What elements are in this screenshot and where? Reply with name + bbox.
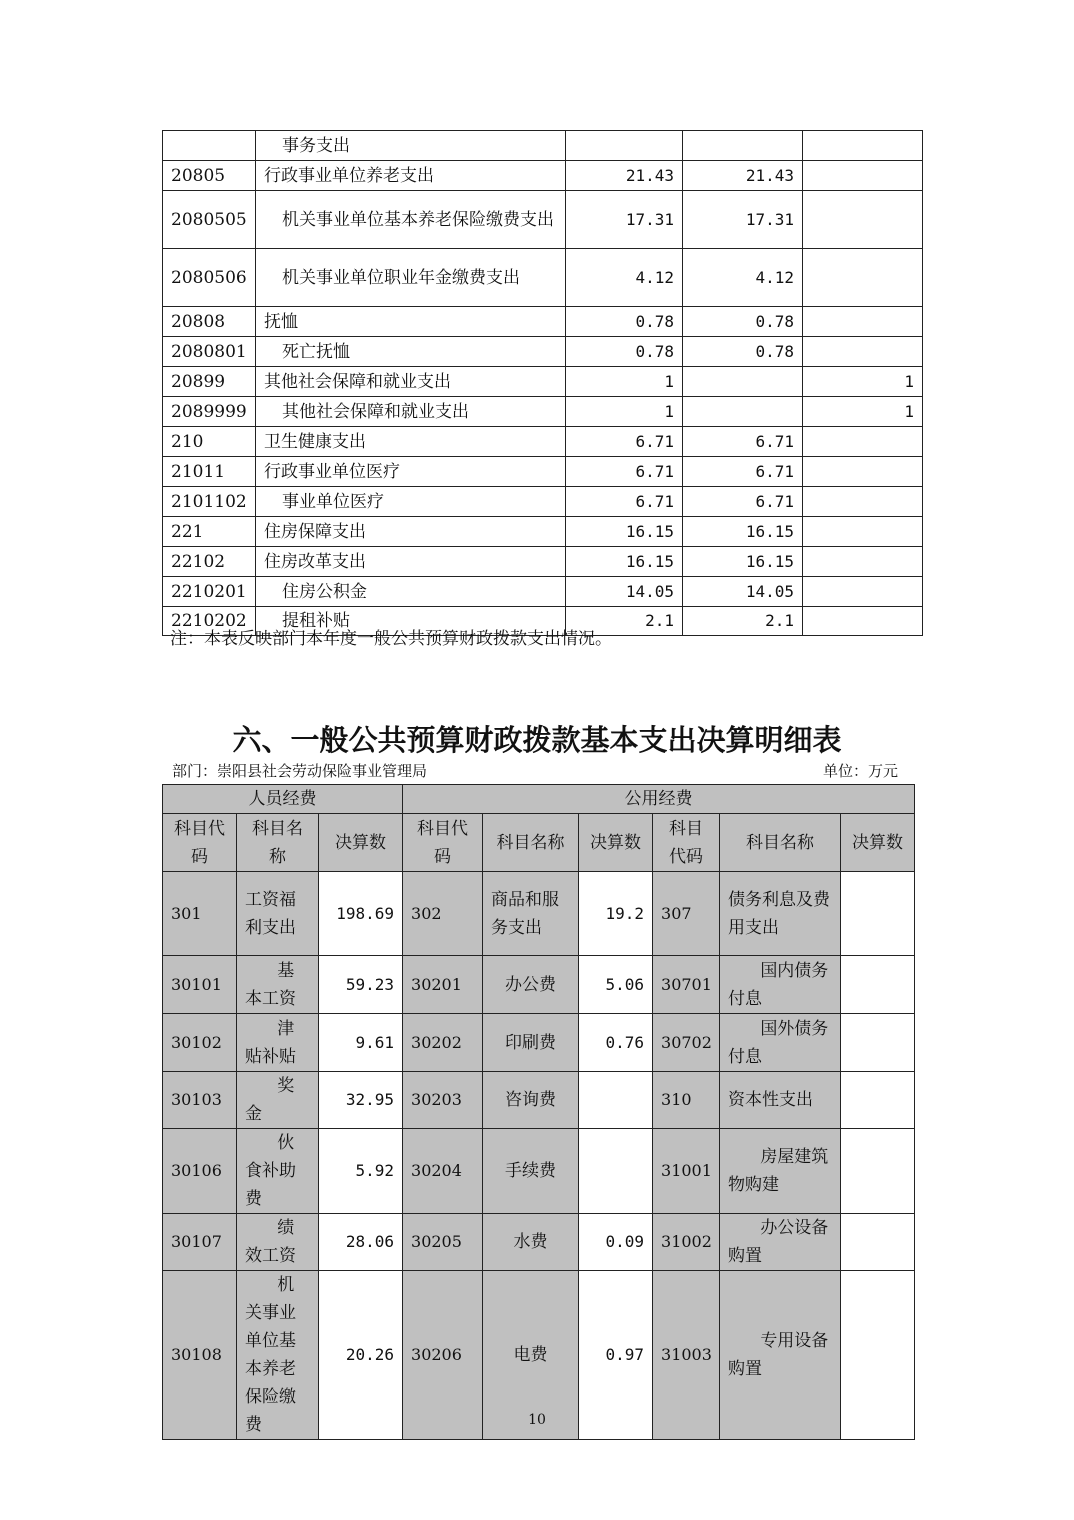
personnel-amount: 32.95 bbox=[319, 1072, 403, 1129]
row-code: 2080801 bbox=[163, 337, 256, 367]
public-code-2: 30702 bbox=[653, 1014, 720, 1072]
table-row bbox=[163, 1014, 915, 1072]
row-basic: 17.31 bbox=[683, 191, 803, 249]
row-total: 1 bbox=[566, 367, 683, 397]
row-project bbox=[803, 131, 923, 161]
personnel-name: 津贴补贴 bbox=[237, 1014, 319, 1072]
personnel-name: 奖金 bbox=[237, 1072, 319, 1129]
row-project bbox=[803, 307, 923, 337]
row-basic: 0.78 bbox=[683, 307, 803, 337]
column-header: 科目代码 bbox=[163, 814, 237, 872]
column-header: 科目名称 bbox=[483, 814, 579, 872]
personnel-amount: 5.92 bbox=[319, 1129, 403, 1214]
personnel-code: 30108 bbox=[163, 1271, 237, 1440]
row-project: 1 bbox=[803, 367, 923, 397]
personnel-name: 伙食补助费 bbox=[237, 1129, 319, 1214]
public-code-2: 31002 bbox=[653, 1214, 720, 1271]
row-name bbox=[256, 577, 566, 607]
public-amount-2 bbox=[841, 1014, 915, 1072]
public-amount: 0.97 bbox=[579, 1271, 653, 1440]
row-project bbox=[803, 191, 923, 249]
public-name: 咨询费 bbox=[483, 1072, 579, 1129]
row-name bbox=[256, 487, 566, 517]
row-code: 2089999 bbox=[163, 397, 256, 427]
row-code: 2080505 bbox=[163, 191, 256, 249]
row-project bbox=[803, 427, 923, 457]
table-row bbox=[163, 457, 923, 487]
table-row bbox=[163, 397, 923, 427]
column-header: 科目名称 bbox=[237, 814, 319, 872]
table-row bbox=[163, 1072, 915, 1129]
table-note: 注：本表反映部门本年度一般公共预算财政拨款支出情况。 bbox=[170, 629, 612, 649]
row-project bbox=[803, 249, 923, 307]
unit-label: 单位：万元 bbox=[823, 762, 899, 780]
public-amount-2 bbox=[841, 1129, 915, 1214]
row-project bbox=[803, 547, 923, 577]
column-header: 决算数 bbox=[579, 814, 653, 872]
row-name bbox=[256, 191, 566, 249]
public-code-2: 31003 bbox=[653, 1271, 720, 1440]
row-name-text: 死亡抚恤 bbox=[282, 341, 350, 362]
row-total: 6.71 bbox=[566, 487, 683, 517]
row-name bbox=[256, 397, 566, 427]
personnel-code: 30106 bbox=[163, 1129, 237, 1214]
public-name-2: 债务利息及费用支出 bbox=[720, 872, 841, 956]
row-project bbox=[803, 457, 923, 487]
row-code: 221 bbox=[163, 517, 256, 547]
public-name-2: 房屋建筑物购建 bbox=[720, 1129, 841, 1214]
public-amount-2 bbox=[841, 956, 915, 1014]
personnel-code: 30103 bbox=[163, 1072, 237, 1129]
table-row bbox=[163, 956, 915, 1014]
public-name: 电费 bbox=[483, 1271, 579, 1440]
public-name: 办公费 bbox=[483, 956, 579, 1014]
row-total: 16.15 bbox=[566, 517, 683, 547]
row-name: 卫生健康支出 bbox=[256, 427, 566, 457]
public-amount: 0.09 bbox=[579, 1214, 653, 1271]
public-name: 印刷费 bbox=[483, 1014, 579, 1072]
column-header: 科目名称 bbox=[720, 814, 841, 872]
row-name: 行政事业单位养老支出 bbox=[256, 161, 566, 191]
public-code-2: 30701 bbox=[653, 956, 720, 1014]
personnel-amount: 9.61 bbox=[319, 1014, 403, 1072]
row-basic: 16.15 bbox=[683, 547, 803, 577]
personnel-name: 绩效工资 bbox=[237, 1214, 319, 1271]
table-row bbox=[163, 249, 923, 307]
column-header: 决算数 bbox=[319, 814, 403, 872]
personnel-name: 基本工资 bbox=[237, 956, 319, 1014]
row-basic bbox=[683, 131, 803, 161]
column-header: 科目代码 bbox=[403, 814, 483, 872]
public-name-2: 专用设备购置 bbox=[720, 1271, 841, 1440]
row-basic: 21.43 bbox=[683, 161, 803, 191]
personnel-name: 工资福利支出 bbox=[237, 872, 319, 956]
row-basic: 6.71 bbox=[683, 427, 803, 457]
row-project bbox=[803, 517, 923, 547]
row-basic: 2.1 bbox=[683, 607, 803, 636]
row-code: 22102 bbox=[163, 547, 256, 577]
table-row bbox=[163, 337, 923, 367]
row-total: 6.71 bbox=[566, 457, 683, 487]
row-project bbox=[803, 337, 923, 367]
personnel-amount: 59.23 bbox=[319, 956, 403, 1014]
public-name-2: 国内债务付息 bbox=[720, 956, 841, 1014]
row-basic: 14.05 bbox=[683, 577, 803, 607]
row-project bbox=[803, 607, 923, 636]
row-basic bbox=[683, 397, 803, 427]
row-name: 行政事业单位医疗 bbox=[256, 457, 566, 487]
basic-expenditure-detail-table bbox=[162, 784, 915, 1440]
row-total: 0.78 bbox=[566, 337, 683, 367]
row-total: 0.78 bbox=[566, 307, 683, 337]
row-basic bbox=[683, 367, 803, 397]
row-name bbox=[256, 337, 566, 367]
public-amount: 0.76 bbox=[579, 1014, 653, 1072]
row-name bbox=[256, 131, 566, 161]
public-code: 30206 bbox=[403, 1271, 483, 1440]
public-code: 30203 bbox=[403, 1072, 483, 1129]
row-total: 6.71 bbox=[566, 427, 683, 457]
personnel-name: 机关事业单位基本养老保险缴费 bbox=[237, 1271, 319, 1440]
public-name-2: 资本性支出 bbox=[720, 1072, 841, 1129]
personnel-amount: 28.06 bbox=[319, 1214, 403, 1271]
row-total: 4.12 bbox=[566, 249, 683, 307]
personnel-code: 30102 bbox=[163, 1014, 237, 1072]
row-project bbox=[803, 487, 923, 517]
public-code-2: 310 bbox=[653, 1072, 720, 1129]
expenditure-table bbox=[162, 130, 923, 636]
row-name: 抚恤 bbox=[256, 307, 566, 337]
row-code: 210 bbox=[163, 427, 256, 457]
section-title: 六、一般公共预算财政拨款基本支出决算明细表 bbox=[232, 723, 842, 757]
row-basic: 6.71 bbox=[683, 487, 803, 517]
row-name-text: 其他社会保障和就业支出 bbox=[282, 401, 469, 422]
table-row bbox=[163, 427, 923, 457]
personnel-code: 30107 bbox=[163, 1214, 237, 1271]
row-name: 其他社会保障和就业支出 bbox=[256, 367, 566, 397]
table-row bbox=[163, 131, 923, 161]
row-name-text: 住房公积金 bbox=[282, 581, 367, 602]
row-project: 1 bbox=[803, 397, 923, 427]
row-code: 2080506 bbox=[163, 249, 256, 307]
row-basic: 16.15 bbox=[683, 517, 803, 547]
public-name-2: 办公设备购置 bbox=[720, 1214, 841, 1271]
personnel-code: 301 bbox=[163, 872, 237, 956]
row-code: 2101102 bbox=[163, 487, 256, 517]
table-row bbox=[163, 547, 923, 577]
personnel-code: 30101 bbox=[163, 956, 237, 1014]
row-name-text: 事务支出 bbox=[282, 135, 350, 156]
public-amount: 19.2 bbox=[579, 872, 653, 956]
group-header-public: 公用经费 bbox=[403, 785, 915, 814]
row-total: 16.15 bbox=[566, 547, 683, 577]
public-amount-2 bbox=[841, 872, 915, 956]
table-row bbox=[163, 517, 923, 547]
column-header: 决算数 bbox=[841, 814, 915, 872]
public-amount-2 bbox=[841, 1214, 915, 1271]
table-row bbox=[163, 191, 923, 249]
public-code-2: 31001 bbox=[653, 1129, 720, 1214]
table-row bbox=[163, 1214, 915, 1271]
table-row bbox=[163, 872, 915, 956]
row-name-text: 提租补贴 bbox=[282, 611, 350, 631]
row-code: 20899 bbox=[163, 367, 256, 397]
row-code: 20808 bbox=[163, 307, 256, 337]
public-name: 手续费 bbox=[483, 1129, 579, 1214]
public-code: 30201 bbox=[403, 956, 483, 1014]
row-name: 住房保障支出 bbox=[256, 517, 566, 547]
column-header: 科目代码 bbox=[653, 814, 720, 872]
page-number: 10 bbox=[528, 1412, 546, 1428]
public-name: 商品和服务支出 bbox=[483, 872, 579, 956]
public-amount bbox=[579, 1072, 653, 1129]
public-name-2: 国外债务付息 bbox=[720, 1014, 841, 1072]
public-amount: 5.06 bbox=[579, 956, 653, 1014]
row-code: 21011 bbox=[163, 457, 256, 487]
personnel-amount: 198.69 bbox=[319, 872, 403, 956]
table-row bbox=[163, 307, 923, 337]
row-total: 2.1 bbox=[566, 607, 683, 636]
public-code-2: 307 bbox=[653, 872, 720, 956]
row-name: 住房改革支出 bbox=[256, 547, 566, 577]
row-code: 2210201 bbox=[163, 577, 256, 607]
table-row bbox=[163, 1129, 915, 1214]
row-total: 21.43 bbox=[566, 161, 683, 191]
row-code bbox=[163, 131, 256, 161]
department-label: 部门：崇阳县社会劳动保险事业管理局 bbox=[172, 762, 428, 780]
public-amount-2 bbox=[841, 1072, 915, 1129]
row-name-text: 事业单位医疗 bbox=[282, 491, 384, 512]
row-name-text: 机关事业单位职业年金缴费支出 bbox=[282, 267, 520, 288]
public-code: 30205 bbox=[403, 1214, 483, 1271]
row-name bbox=[256, 249, 566, 307]
row-total: 1 bbox=[566, 397, 683, 427]
row-basic: 0.78 bbox=[683, 337, 803, 367]
table-row bbox=[163, 161, 923, 191]
personnel-amount: 20.26 bbox=[319, 1271, 403, 1440]
table-row bbox=[163, 367, 923, 397]
row-total: 14.05 bbox=[566, 577, 683, 607]
public-code: 30202 bbox=[403, 1014, 483, 1072]
public-code: 30204 bbox=[403, 1129, 483, 1214]
row-project bbox=[803, 161, 923, 191]
table-row bbox=[163, 487, 923, 517]
row-code: 20805 bbox=[163, 161, 256, 191]
row-total bbox=[566, 131, 683, 161]
row-basic: 6.71 bbox=[683, 457, 803, 487]
row-total: 17.31 bbox=[566, 191, 683, 249]
row-basic: 4.12 bbox=[683, 249, 803, 307]
group-header-personnel: 人员经费 bbox=[163, 785, 403, 814]
public-code: 302 bbox=[403, 872, 483, 956]
row-code: 2210202 bbox=[163, 607, 256, 636]
table-row bbox=[163, 577, 923, 607]
public-amount bbox=[579, 1129, 653, 1214]
public-name: 水费 bbox=[483, 1214, 579, 1271]
row-name-text: 机关事业单位基本养老保险缴费支出 bbox=[282, 209, 554, 230]
row-project bbox=[803, 577, 923, 607]
